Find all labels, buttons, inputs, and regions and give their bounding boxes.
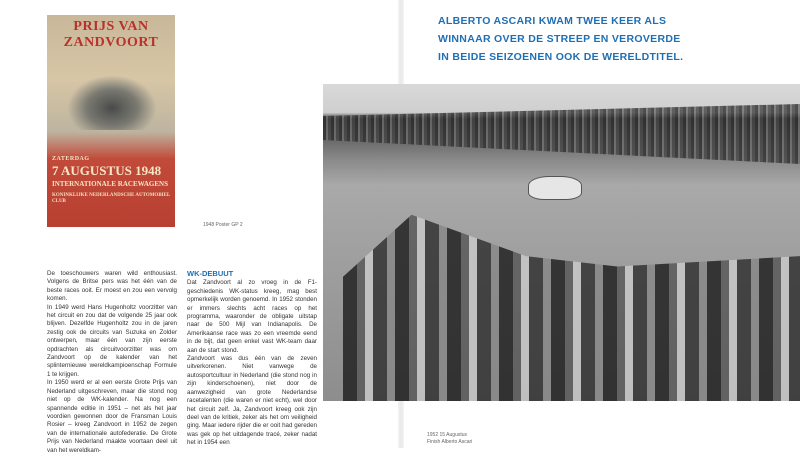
race-finish-photo <box>323 84 800 401</box>
poster-date: 7 AUGUSTUS 1948 <box>52 163 162 178</box>
section-heading: WK-DEBUUT <box>187 269 234 278</box>
paragraph: Zandvoort was dus één van de zeven uitverkorenen. Niet vanwege de autosportcultuur in Nederland (die stond nog in zijn kinderschoenen), niet door de aanwezigheid van grote Nederlandse racetalenten (die waren er niet echt), wel door het circuit zelf. Ja, Zandvoort kreeg ook zijn deel van de kritiek, zeker als het om veiligheid ging. Maar iedere rijder die er ooit had gereden was gek op het uitdagende tracé, zeker nadat het in 1954 een <box>187 355 317 447</box>
poster-organizer: KONINKLIJKE NEDERLANDSCHE AUTOMOBIEL CLUB <box>52 193 170 204</box>
pull-quote <box>438 12 683 66</box>
poster-image <box>47 15 175 227</box>
left-column <box>47 270 177 455</box>
right-column <box>187 270 317 448</box>
photo-caption-line: Finish Alberto Ascari <box>427 439 473 445</box>
photo-caption-line: 1952 15 Augustus <box>427 432 468 438</box>
photo-crowd <box>323 104 800 164</box>
paragraph: In 1950 werd er al een eerste Grote Prijs van Nederland uitgeschreven, maar die stond nog niet op de WK-kalender. Na nog een spannende editie in 1951 – net als het jaar voordien gewonnen door de Fransman Louis Rosier – kreeg Zandvoort in 1952 de zegen van de internationale autofederatie. De Grote Prijs van Nederland maakte voortaan deel uit van het wereldkam- <box>47 379 177 454</box>
quote-line: ALBERTO ASCARI KWAM TWEE KEER ALS <box>438 15 667 27</box>
poster-subtitle: INTERNATIONALE RACEWAGENS <box>52 180 168 188</box>
poster-day: ZATERDAG <box>52 156 90 162</box>
paragraph: De toeschouwers waren wild enthousiast. Volgens de Britse pers was het één van de beste races ooit. Er moest en zou een vervolg komen. <box>47 270 177 303</box>
quote-line: WINNAAR OVER DE STREEP EN VEROVERDE <box>438 33 681 45</box>
paragraph: Dat Zandvoort al zo vroeg in de F1-geschiedenis WK-status kreeg, mag best opmerkelijk worden genoemd. In 1952 stonden er immers slechts acht races op het programma, waaronder de obligate uitstap naar de 500 Mijl van Indianapolis. De Amerikaanse race was zo een vreemde eend in de bijt, dat geen enkel vast WK-team daar aan de start stond. <box>187 279 317 354</box>
quote-line: IN BEIDE SEIZOENEN OOK DE WERELDTITEL. <box>438 51 684 63</box>
photo-officials <box>343 194 800 401</box>
photo-race-car <box>528 176 582 200</box>
poster-caption: 1948 Poster GP 2 <box>203 222 243 228</box>
photo-caption <box>427 432 472 446</box>
poster-car-illustration <box>67 75 157 130</box>
paragraph: In 1949 werd Hans Hugenholtz voorzitter van het circuit en zou dat de volgende 25 jaar ook blijven. Dezelfde Hugenholtz zou in de jaren zestig ook de circuits van Suzuka en Zolder ontwerpen, maar één van zijn eerste opdrachten als circuitvoorzitter was om Zandvoort op de kalender van het splinternieuwe wereldkampioenschap Formule 1 te krijgen. <box>47 303 177 378</box>
poster-title: PRIJS VAN ZANDVOORT <box>63 19 159 50</box>
